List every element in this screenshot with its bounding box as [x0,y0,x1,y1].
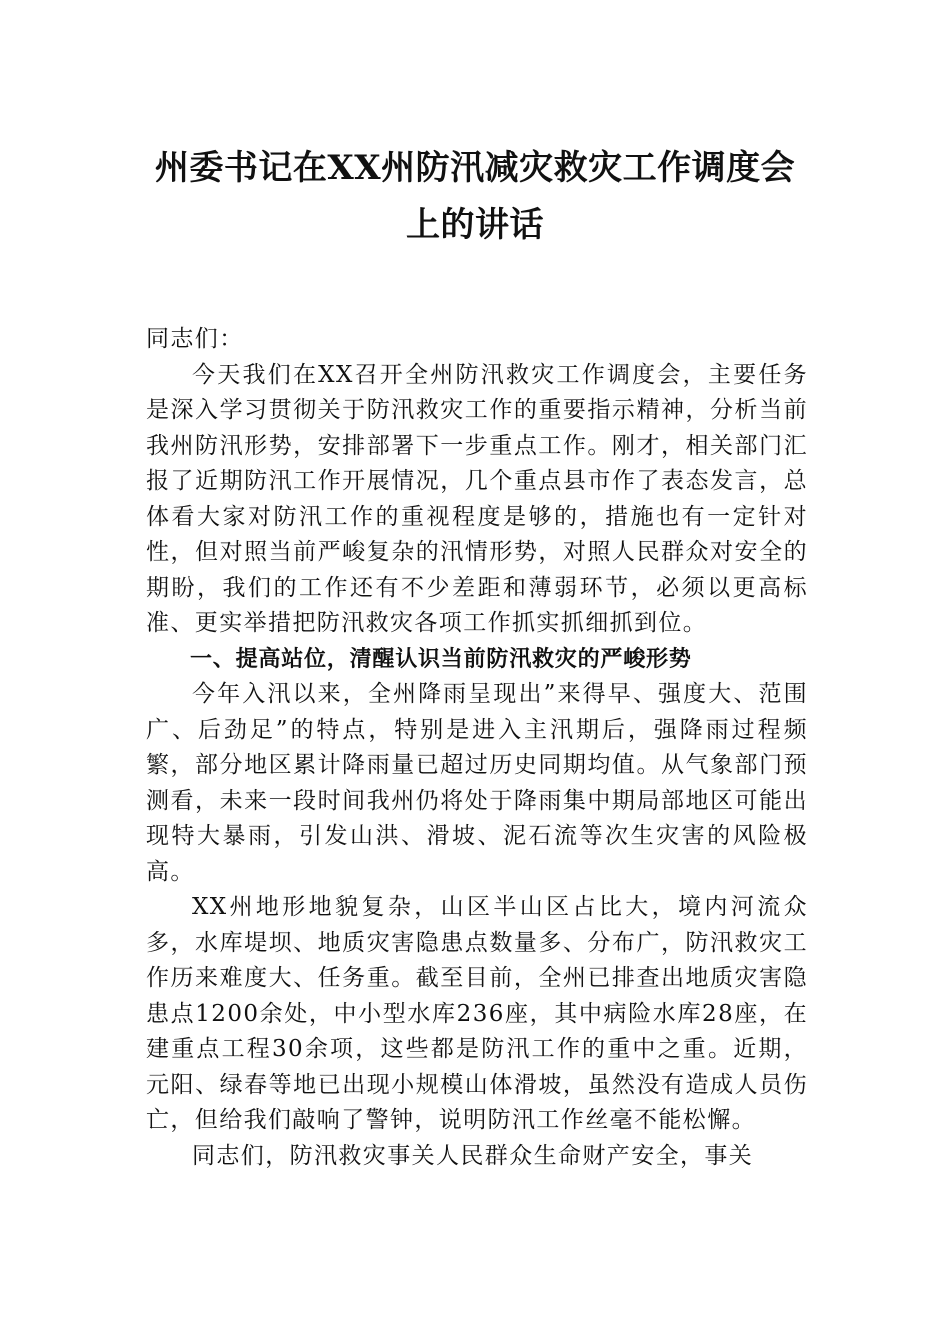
paragraph-terrain: XX州地形地貌复杂，山区半山区占比大，境内河流众多，水库堤坝、地质灾害隐患点数量多、分布广，防汛救灾工作历来难度大、任务重。截至目前，全州已排查出地质灾害隐患点1200余处，中小型水库236座，其中病险水库28座，在建重点工程30余项，这些都是防汛工作的重中之重。近期，元阳、绿春等地已出现小规模山体滑坡，虽然没有造成人员伤亡，但给我们敲响了警钟，说明防汛工作丝毫不能松懈。 [146,894,808,1133]
paragraph-closing-start: 同志们，防汛救灾事关人民群众生命财产安全，事关 [192,1142,754,1169]
document-body [146,322,808,1174]
paragraph-rainfall: 今年入汛以来，全州降雨呈现出”来得早、强度大、范围广、后劲足”的特点，特别是进入主汛期后，强降雨过程频繁，部分地区累计降雨量已超过历史同期均值。从气象部门预测看，未来一段时间我州仍将处于降雨集中期局部地区可能出现特大暴雨，引发山洪、滑坡、泥石流等次生灾害的风险极高。 [146,681,808,885]
document-title: 州委书记在XX州防汛减灾救灾工作调度会上的讲话 [154,148,796,245]
paragraph-intro: 今天我们在XX召开全州防汛救灾工作调度会，主要任务是深入学习贯彻关于防汛救灾工作的重要指示精神，分析当前我州防汛形势，安排部署下一步重点工作。刚才，相关部门汇报了近期防汛工作开展情况，几个重点县市作了表态发言，总体看大家对防汛工作的重视程度是够的，措施也有一定针对性，但对照当前严峻复杂的汛情形势，对照人民群众对安全的期盼，我们的工作还有不少差距和薄弱环节，必须以更高标准、更实举措把防汛救灾各项工作抓实抓细抓到位。 [146,361,808,636]
salutation: 同志们： [146,326,244,352]
section-heading-1: 一、提高站位，清醒认识当前防汛救灾的严峻形势 [190,646,692,672]
